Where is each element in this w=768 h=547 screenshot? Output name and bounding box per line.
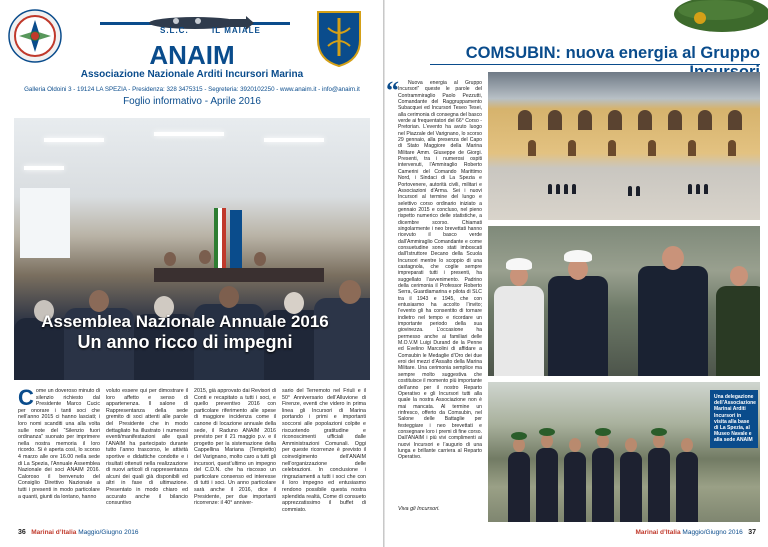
member-face bbox=[653, 434, 665, 448]
formation-person bbox=[696, 184, 700, 194]
incursore-face bbox=[730, 266, 748, 286]
building-window bbox=[608, 140, 616, 156]
column-text: ome un doveroso minuto di silenzio richiesto dal Presidente Marco Cucic per onorare i tanti soci che nell’anno 2015 ci hanno lasciati; i loro nomi scanditi una alla volta sulle note del “Silenzio fuori ordinanza” suonato per imprimere nella nostra memoria il loro ricordo. Si è aperta così, lo scorso 4 marzo alle ore 16.00 nella sede di La Spezia, l’Annuale Assemblea Nazionale dei soci ANAIM 2016. Caloroso il benvenuto del Consiglio Direttivo Nazionale a tutti i presenti in modo particolare a quanti, giunti da lontano, hanno bbox=[18, 388, 100, 500]
article-title: COMSUBIN: nuova energia al Gruppo bbox=[465, 44, 760, 62]
issue-date: Maggio/Giugno 2016 bbox=[78, 529, 139, 536]
italian-flag bbox=[214, 208, 226, 268]
building-arch bbox=[638, 110, 652, 130]
torpedo-band-graphic bbox=[100, 8, 290, 34]
group-member bbox=[564, 452, 586, 522]
green-beret-graphic bbox=[660, 0, 768, 40]
drop-cap: C bbox=[18, 385, 34, 410]
column-text: 2015, già approvato dai Revisori di Conti e recapitato a tutti i soci, e quello preventivo 2016 con particolare riferimento alle spese di maggiore incidenza come il canone di locazione annuale della sede, il Raduno ANAIM 2016 previsto per il 21 maggio p.v. e il progetto per la sistemazione della Cappellina Mariana (Tempietto) del Varignano, molto caro a tutti gli incursori, quest’ultimo un impegno del C.D.N. che ha riscosso un particolare consenso ed interesse di tutti i soci. Un anno particolare sarà anche il 2016, dice il Presidente, per due importanti ricorrenze: il 40° anniver- bbox=[194, 388, 276, 507]
building-arch bbox=[578, 110, 592, 130]
formation-person bbox=[688, 184, 692, 194]
admiral-figure bbox=[638, 266, 708, 376]
formation-person bbox=[572, 184, 576, 194]
member-face bbox=[569, 438, 581, 452]
officer-white-uniform bbox=[494, 286, 544, 376]
ceiling-light bbox=[264, 138, 324, 142]
formation-person bbox=[704, 184, 708, 194]
window bbox=[20, 188, 70, 258]
bulletin-label: Foglio informativo - Aprile 2016 bbox=[123, 96, 261, 107]
photo-caption: Una delegazione dell’Associazione Marinai Arditi Incursori in visita alla base di La Spezia, al Museo Navale e alla sede ANAIM bbox=[710, 390, 758, 448]
column-text: sario del Terremoto nel Friuli e il 50° Anniversario dell’Alluvione di Firenze, eventi che videro in prima linea gli Incursori di Marina portando i primi e importanti soccorsi alle popolazioni colpite e riscuotendo gratitudine e riconoscimenti ufficiali dalle Amministrazioni Comunali. Oggi per queste ricorrenze è previsto il coinvolgimento dell’ANAIM nell’organizzazione delle celebrazioni. In conclusione i ringraziamenti a tutti i soci che con il loro impegno ed entusiasmo rendono possibile questa nostra splendida realtà, Come di consueto apprezzatissimo il buffet di commiato. bbox=[282, 388, 366, 513]
person-head bbox=[164, 252, 176, 266]
building-arch bbox=[518, 110, 532, 130]
person-head bbox=[254, 252, 266, 266]
beret-ceremony-photo bbox=[488, 226, 760, 376]
member-face bbox=[513, 438, 525, 452]
green-beret bbox=[539, 428, 555, 436]
audience-head bbox=[89, 290, 109, 312]
green-beret bbox=[651, 428, 667, 436]
presidency-table bbox=[154, 268, 324, 282]
formation-person bbox=[564, 184, 568, 194]
incursore-figure bbox=[716, 286, 760, 376]
formation-person bbox=[628, 186, 632, 196]
audience-head bbox=[219, 286, 239, 308]
right-footer bbox=[635, 529, 756, 536]
page-number: 36 bbox=[18, 529, 26, 536]
formation-person bbox=[636, 186, 640, 196]
admiral-face bbox=[662, 246, 684, 270]
ceiling-light bbox=[24, 166, 64, 170]
ceiling-light bbox=[44, 138, 104, 142]
org-short-name: ANAIM bbox=[149, 40, 235, 70]
building-window bbox=[688, 140, 696, 156]
title-rule bbox=[430, 64, 760, 65]
contact-info: Galleria Oldoini 3 - 19124 LA SPEZIA - Presidenza: 328 3475315 - Segreteria: 3920102250 - www.anaim.it - info@anaim.it bbox=[24, 86, 360, 93]
navy-flag bbox=[230, 210, 242, 270]
org-full-name: Associazione Nazionale Arditi Incursori Marina bbox=[80, 69, 304, 80]
building-window bbox=[648, 140, 656, 156]
member-face bbox=[681, 438, 693, 452]
body-text: Nuova energia al Gruppo Incursori” queste le parole del Contrammiraglio Paolo Pezzutti, Comandante del Raggruppamento Subacquei ed Incursori Teseo Tesei, alla cerimonia di consegna del basco verde ai frequentatori del 66° Corso - Pretorian. L’evento ha avuto luogo nel Piazzale del Varignano, lo scorso 29 gennaio, alla presenza del Capo di Stato Maggiore della Marina Militare Amm. Giuseppe de Giorgi. Presenti, tra i numerosi ospiti intervenuti, l’Ammiraglio Roberto Camerini del Comando Marittimo Nord, i Sindaci di La Spezia e Portovenere, autorità civili, militari e Associazioni d’Arma. Sei i nuovi Incursori al termine del lungo e selettivo corso ordinario iniziato a gennaio 2015 e concluso, nel pieno rispetto numerico delle statistiche, a dicembre scorso. Chiamati singolarmente i neo brevettati hanno ricevuto il basco verde dall’Ammiraglio Comandante e come consuetudine sono stati imboscati dall’Istruttore Decano della Scuola Incursori mentre lo scoppio di una castagnola, che coglie sempre impreparati tutti i presenti, ha suggellato l’avvenimento. Padrino della cerimonia il Professor Roberto Serra, Guardiamarina e pilota di SLC tra il 1943 e 1945, che con entusiasmo ha accolto l’invito; l’evento gli ha consentito di tornare indietro nel tempo e ricordare un importante periodo della sua giovinezza. L’occasione ha permesso anche ai familiari delle M.O.V.M Luigi Durand de la Penne ed Evelino Marcolini di affidare a Comsubin le Medaglie d’Oro dei due eroi dei mezzi d’Assalto della Marina Militare. Una cerimonia semplice ma sempre molto suggestiva che costituisce il momento più importante dell’anno per il nostro Reparto Operativo e gli Incursori tutti alla quale la nostra Associazione non è mai mancata. Al termine un rinfresco, offerto da Comsubin, nel Salone delle Battaglie per festeggiare i neo brevettati e consegnare loro i premi di fine corso. Dall’ANAIM i più vivi complimenti ai nuovi Incursori e l’augurio di una lunga e brillante carriera al Reparto Operativo. bbox=[398, 80, 482, 461]
article-column-1 bbox=[18, 385, 100, 500]
building-window bbox=[528, 140, 536, 156]
officer-cap bbox=[564, 250, 592, 262]
building-arch bbox=[608, 110, 622, 130]
column-text: voluto essere qui per dimostrare il loro affetto e senso di appartenenza. Il salone di Rappresentanza della sede gremito di soci attenti alle parole del Presidente che in modo dettagliato ha illustrato i numerosi eventi/manifestazioni alle quali l’ANAIM ha partecipato durante tutto l’anno trascorso, le attività sportive e didattiche condotte e i risultati ottenuti nella realizzazione di nuovi articoli di rappresentanza alcuni dei quali già disponibili ed altri in fase di ultimazione. Presentato in modo chiaro ed accurato anche il bilancio consuntivo bbox=[106, 388, 188, 507]
article-column-4 bbox=[282, 388, 366, 513]
building-arch bbox=[728, 110, 742, 130]
building-arch bbox=[698, 110, 712, 130]
building-window bbox=[728, 140, 736, 156]
photo-subtitle: Un anno ricco di impegni bbox=[77, 332, 293, 352]
green-beret bbox=[511, 432, 527, 440]
magazine-name: Marinai d’Italia bbox=[31, 529, 77, 536]
group-member bbox=[536, 448, 558, 522]
building-window bbox=[568, 140, 576, 156]
group-member bbox=[676, 452, 698, 522]
member-face bbox=[597, 434, 609, 448]
group-member bbox=[508, 452, 530, 522]
building-arch bbox=[668, 110, 682, 130]
green-beret bbox=[595, 428, 611, 436]
officer-dark-uniform bbox=[548, 276, 608, 376]
ceiling-light bbox=[154, 132, 224, 136]
group-member bbox=[648, 448, 670, 522]
magazine-name: Marinai d’Italia bbox=[635, 529, 681, 536]
right-page bbox=[384, 0, 768, 547]
audience-head bbox=[339, 280, 361, 304]
article-body bbox=[398, 80, 482, 461]
issue-date: Maggio/Giugno 2016 bbox=[682, 529, 743, 536]
page-number: 37 bbox=[748, 529, 756, 536]
formation-person bbox=[556, 184, 560, 194]
officer-cap bbox=[506, 258, 532, 270]
varignano-square-photo bbox=[488, 72, 760, 220]
article-column-3 bbox=[194, 388, 276, 507]
photo-title: Assemblea Nazionale Annuale 2016 bbox=[41, 312, 329, 331]
building-arch bbox=[548, 110, 562, 130]
left-footer bbox=[18, 529, 139, 536]
member-face bbox=[541, 434, 553, 448]
formation-person bbox=[548, 184, 552, 194]
band-right-label: IL MAIALE bbox=[212, 26, 261, 35]
band-left-label: S.L.C. bbox=[160, 26, 189, 35]
audience-head bbox=[284, 292, 304, 314]
group-member bbox=[620, 452, 642, 522]
person-head bbox=[199, 250, 211, 264]
group-member bbox=[592, 448, 614, 522]
article-column-2 bbox=[106, 388, 188, 507]
quote-mark: “ bbox=[386, 76, 399, 105]
closing-line: Viva gli Incursori. bbox=[398, 506, 440, 512]
member-face bbox=[625, 438, 637, 452]
